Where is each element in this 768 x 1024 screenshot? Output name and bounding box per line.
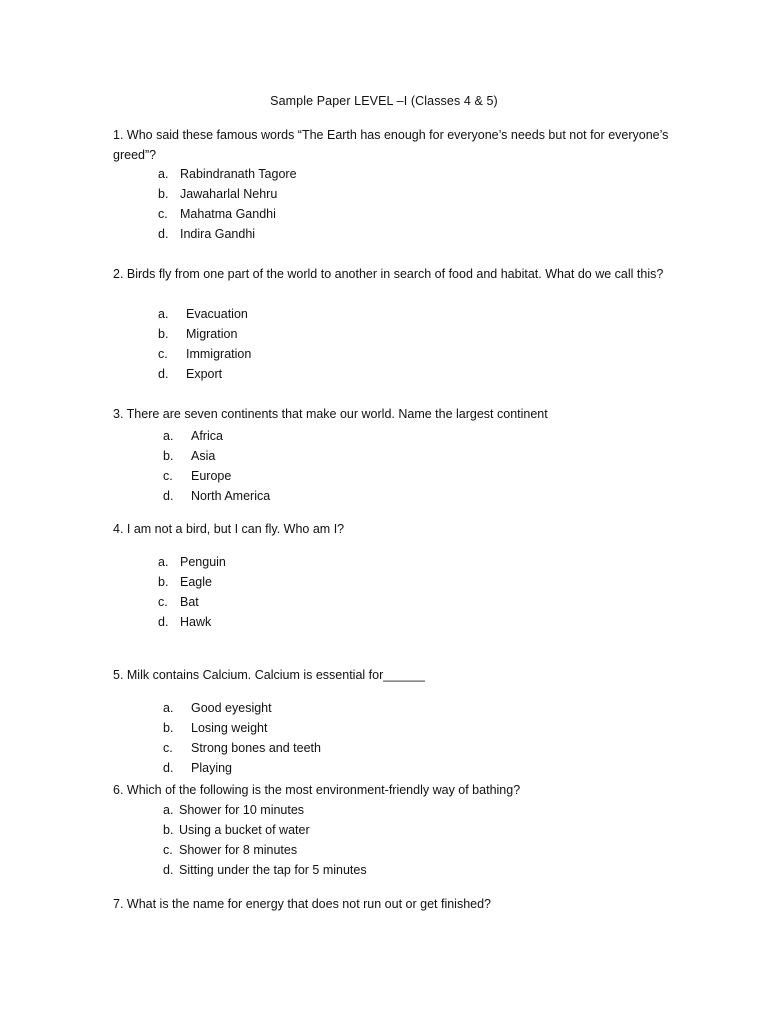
option-item	[163, 800, 367, 820]
option-item	[163, 718, 321, 738]
option-label: Eagle	[180, 575, 212, 589]
question-1-options	[158, 164, 297, 244]
option-label: Rabindranath Tagore	[180, 167, 297, 181]
option-letter: c.	[158, 347, 168, 361]
option-item	[163, 840, 367, 860]
option-letter: c.	[163, 843, 173, 857]
option-item	[163, 860, 367, 880]
option-label: Migration	[186, 327, 238, 341]
option-letter: a.	[158, 555, 169, 569]
option-letter: a.	[158, 307, 169, 321]
option-label: Jawaharlal Nehru	[180, 187, 278, 201]
question-3-text: 3. There are seven continents that make our world. Name the largest continent	[113, 407, 548, 421]
option-label: Immigration	[186, 347, 252, 361]
page-title: Sample Paper LEVEL –I (Classes 4 & 5)	[270, 94, 498, 108]
option-item	[163, 738, 321, 758]
option-item	[163, 758, 321, 778]
question-5-options	[163, 698, 321, 778]
option-item	[158, 592, 226, 612]
option-label: Losing weight	[191, 721, 268, 735]
option-label: Europe	[191, 469, 232, 483]
option-letter: c.	[163, 469, 173, 483]
option-item	[158, 612, 226, 632]
question-1-text: 1. Who said these famous words “The Earth has enough for everyone’s needs but not for everyone’s greed”?	[113, 128, 669, 162]
option-item	[158, 224, 297, 244]
option-item	[158, 164, 297, 184]
option-item	[158, 572, 226, 592]
question-4-text: 4. I am not a bird, but I can fly. Who am I?	[113, 522, 345, 536]
option-label: Export	[186, 367, 223, 381]
option-letter: a.	[163, 803, 174, 817]
option-letter: a.	[158, 167, 169, 181]
option-letter: d.	[158, 367, 169, 381]
option-letter: b.	[163, 823, 174, 837]
option-label: Evacuation	[186, 307, 248, 321]
option-item	[158, 552, 226, 572]
option-item	[158, 324, 251, 344]
option-letter: b.	[163, 721, 174, 735]
question-2-options	[158, 304, 251, 384]
option-item	[163, 698, 321, 718]
option-letter: b.	[163, 449, 174, 463]
option-label: Good eyesight	[191, 701, 272, 715]
option-label: Shower for 8 minutes	[179, 843, 298, 857]
option-label: Hawk	[180, 615, 212, 629]
option-label: Indira Gandhi	[180, 227, 256, 241]
option-letter: d.	[158, 615, 169, 629]
option-label: Using a bucket of water	[179, 823, 310, 837]
option-item	[158, 184, 297, 204]
option-letter: d.	[163, 863, 174, 877]
option-item	[158, 304, 251, 324]
option-letter: b.	[158, 575, 169, 589]
option-label: Africa	[191, 429, 223, 443]
option-letter: c.	[163, 741, 173, 755]
option-label: Strong bones and teeth	[191, 741, 321, 755]
option-item	[163, 446, 270, 466]
question-4-options	[158, 552, 226, 632]
option-item	[158, 204, 297, 224]
option-letter: a.	[163, 429, 174, 443]
option-item	[163, 466, 270, 486]
option-letter: d.	[163, 489, 174, 503]
question-7-text: 7. What is the name for energy that does not run out or get finished?	[113, 897, 492, 911]
option-item	[163, 486, 270, 506]
option-item	[163, 426, 270, 446]
option-letter: d.	[158, 227, 169, 241]
option-label: North America	[191, 489, 271, 503]
option-letter: b.	[158, 327, 169, 341]
option-letter: c.	[158, 207, 168, 221]
question-5-text: 5. Milk contains Calcium. Calcium is essential for______	[113, 668, 425, 682]
question-2-text: 2. Birds fly from one part of the world to another in search of food and habitat. What do we call this?	[113, 267, 664, 281]
question-6-text: 6. Which of the following is the most environment-friendly way of bathing?	[113, 783, 521, 797]
question-6-options	[163, 800, 367, 880]
option-label: Playing	[191, 761, 232, 775]
option-letter: c.	[158, 595, 168, 609]
option-letter: d.	[163, 761, 174, 775]
option-label: Bat	[180, 595, 199, 609]
option-label: Asia	[191, 449, 216, 463]
option-item	[163, 820, 367, 840]
option-letter: a.	[163, 701, 174, 715]
option-label: Mahatma Gandhi	[180, 207, 276, 221]
option-item	[158, 344, 251, 364]
option-label: Sitting under the tap for 5 minutes	[179, 863, 367, 877]
option-label: Shower for 10 minutes	[179, 803, 305, 817]
option-label: Penguin	[180, 555, 226, 569]
option-letter: b.	[158, 187, 169, 201]
option-item	[158, 364, 251, 384]
question-3-options	[163, 426, 270, 506]
